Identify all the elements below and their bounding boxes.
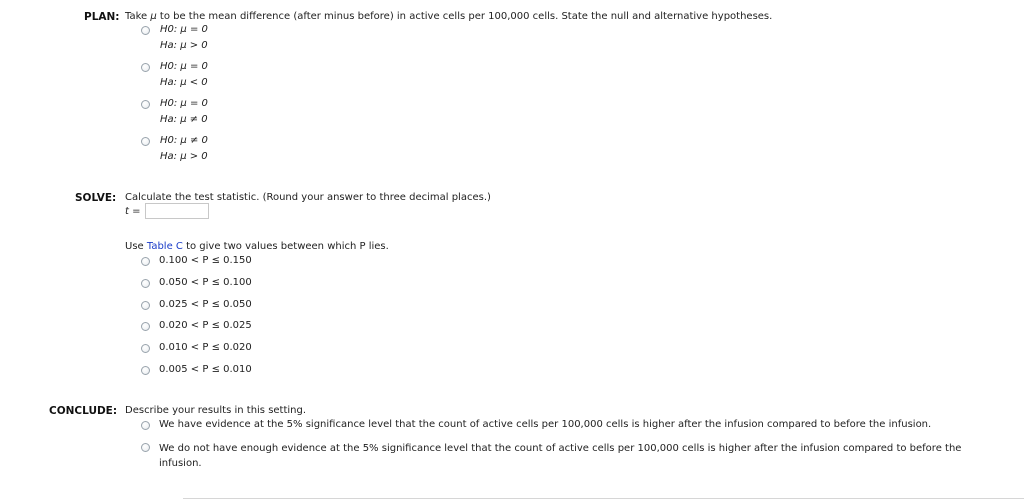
conclusion-option-2-label: We do not have enough evidence at the 5% significance level that the count of active cells per 100,000 cells is higher after the infusion compared to before the infusion.: [159, 443, 962, 469]
p-value-option-5-label: 0.010 < P ≤ 0.020: [159, 342, 252, 353]
t-statistic-input[interactable]: [145, 203, 209, 219]
p-value-option-4-label: 0.020 < P ≤ 0.025: [159, 320, 252, 331]
p-value-option-6-radio[interactable]: [141, 366, 150, 375]
p-value-option-2-label: 0.050 < P ≤ 0.100: [159, 277, 252, 288]
hypothesis-option-1-h0: H0: μ = 0: [160, 24, 208, 35]
table-c-post: to give two values between which P lies.: [182, 241, 389, 252]
hypothesis-option-3-ha: Ha: μ ≠ 0: [160, 114, 208, 125]
p-value-option-1-label: 0.100 < P ≤ 0.150: [159, 255, 252, 266]
plan-prompt: [125, 11, 772, 22]
plan-label: PLAN:: [84, 11, 120, 23]
hypothesis-option-2-h0: H0: μ = 0: [160, 61, 208, 72]
solve-prompt: Calculate the test statistic. (Round your answer to three decimal places.): [125, 192, 491, 203]
hypothesis-option-4-radio[interactable]: [141, 137, 150, 146]
t-statistic-label: t =: [125, 206, 141, 217]
hypothesis-option-2-radio[interactable]: [141, 63, 150, 72]
hypothesis-option-4-h0: H0: μ ≠ 0: [160, 135, 208, 146]
hypothesis-option-1-ha: Ha: μ > 0: [160, 40, 208, 51]
p-value-option-3-label: 0.025 < P ≤ 0.050: [159, 299, 252, 310]
p-value-option-1-radio[interactable]: [141, 257, 150, 266]
hypothesis-option-4-ha: Ha: μ > 0: [160, 151, 208, 162]
p-value-option-3-radio[interactable]: [141, 301, 150, 310]
divider-line: [183, 498, 1024, 499]
p-value-option-6-label: 0.005 < P ≤ 0.010: [159, 364, 252, 375]
plan-prompt-pre: Take: [125, 11, 151, 22]
p-value-option-2-radio[interactable]: [141, 279, 150, 288]
plan-prompt-mu: μ: [150, 11, 157, 22]
table-c-instruction: [125, 241, 389, 252]
conclusion-option-1-radio[interactable]: [141, 421, 150, 430]
hypothesis-option-3-h0: H0: μ = 0: [160, 98, 208, 109]
conclude-label: CONCLUDE:: [49, 405, 118, 417]
conclude-prompt: Describe your results in this setting.: [125, 405, 307, 416]
p-value-option-4-radio[interactable]: [141, 322, 150, 331]
p-value-option-5-radio[interactable]: [141, 344, 150, 353]
table-c-pre: Use: [125, 241, 147, 252]
hypothesis-option-1-radio[interactable]: [141, 26, 150, 35]
conclusion-option-1-label: We have evidence at the 5% significance level that the count of active cells per 100,000 cells is higher after the infusion compared to before the infusion.: [159, 419, 932, 430]
table-c-link[interactable]: Table C: [146, 241, 183, 252]
plan-prompt-post: to be the mean difference (after minus before) in active cells per 100,000 cells. State the null and alternative hypotheses.: [156, 11, 773, 22]
hypothesis-option-3-radio[interactable]: [141, 100, 150, 109]
solve-label: SOLVE:: [75, 192, 117, 204]
hypothesis-option-2-ha: Ha: μ < 0: [160, 77, 208, 88]
conclusion-option-2-radio[interactable]: [141, 443, 150, 452]
